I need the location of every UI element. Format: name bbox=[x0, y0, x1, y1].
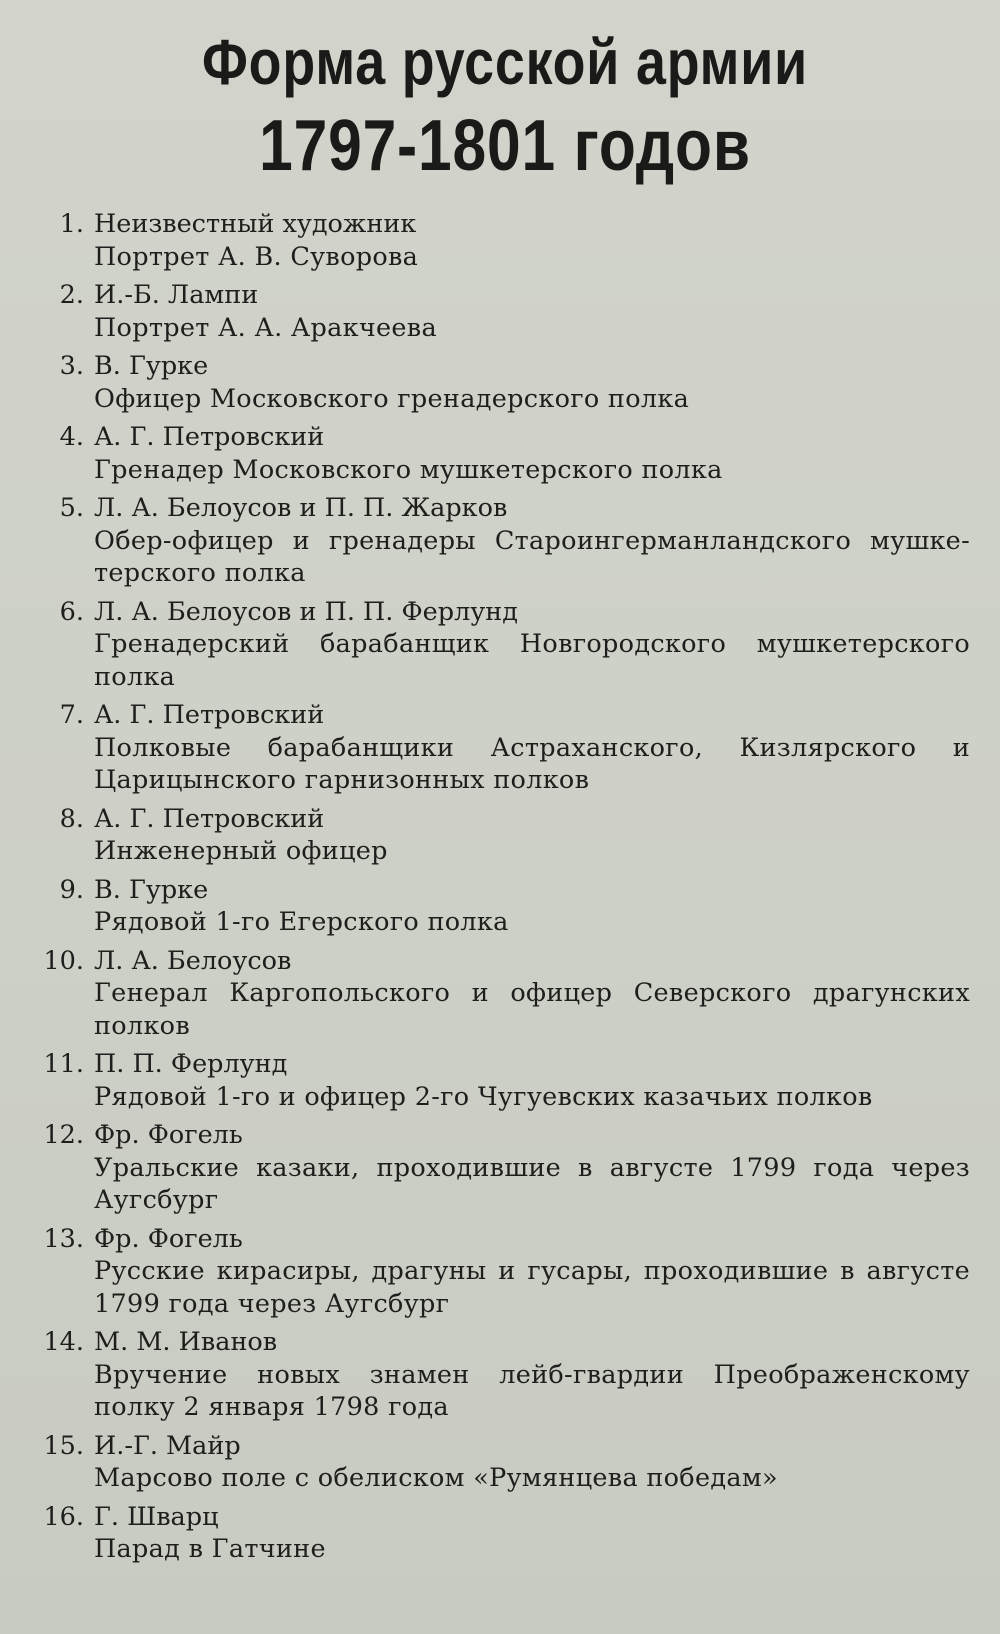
list-item bbox=[40, 350, 970, 415]
list-item bbox=[40, 1501, 970, 1566]
item-work: Обер-офицер и гренадеры Староингерманландского мушке-терского полка bbox=[94, 525, 970, 588]
item-author: А. Г. Петровский bbox=[94, 803, 325, 834]
list-item bbox=[40, 1430, 970, 1495]
item-number: 1. bbox=[59, 209, 84, 239]
item-work: Гренадер Московского мушкетерского полка bbox=[94, 454, 723, 485]
item-number: 4. bbox=[59, 422, 84, 452]
item-number: 9. bbox=[59, 874, 84, 905]
plates-list bbox=[40, 208, 970, 1566]
item-number: 15. bbox=[43, 1430, 84, 1461]
item-author: П. П. Ферлунд bbox=[94, 1049, 288, 1079]
item-number: 6. bbox=[59, 596, 84, 627]
item-author: А. Г. Петровский bbox=[94, 422, 325, 452]
item-author: Фр. Фогель bbox=[94, 1223, 243, 1254]
item-work: Генерал Каргопольского и офицер Северского драгунских полков bbox=[94, 978, 970, 1041]
list-item bbox=[40, 699, 970, 797]
item-work: Рядовой 1-го и офицер 2-го Чугуевских казачьих полков bbox=[94, 1081, 873, 1112]
item-work: Портрет А. В. Суворова bbox=[94, 241, 419, 272]
item-author: М. М. Иванов bbox=[94, 1327, 278, 1357]
item-author: Г. Шварц bbox=[94, 1501, 219, 1532]
item-author: Л. А. Белоусов и П. П. Ферлунд bbox=[94, 596, 518, 627]
title-line-1: Форма русской армии bbox=[201, 26, 809, 98]
item-number: 5. bbox=[59, 493, 84, 523]
item-author: А. Г. Петровский bbox=[94, 700, 325, 730]
item-author: Л. А. Белоусов и П. П. Жарков bbox=[94, 493, 508, 523]
item-number: 13. bbox=[43, 1223, 84, 1254]
item-number: 3. bbox=[59, 351, 84, 381]
list-item bbox=[40, 208, 970, 273]
list-item bbox=[40, 945, 970, 1043]
list-item bbox=[40, 874, 970, 939]
list-item bbox=[40, 1119, 970, 1217]
item-work: Портрет А. А. Аракчеева bbox=[94, 312, 437, 343]
item-author: Фр. Фогель bbox=[94, 1120, 243, 1150]
item-work: Русские кирасиры, драгуны и гусары, проходившие в августе 1799 года через Аугсбург bbox=[94, 1256, 970, 1319]
list-item bbox=[40, 1048, 970, 1113]
item-number: 14. bbox=[43, 1327, 84, 1357]
item-author: Неизвестный художник bbox=[94, 209, 417, 239]
item-number: 2. bbox=[59, 280, 84, 310]
item-author: В. Гурке bbox=[94, 874, 209, 905]
item-number: 7. bbox=[59, 700, 84, 730]
item-work: Гренадерский барабанщик Новгородского мушкетерского полка bbox=[94, 629, 970, 692]
title-line-2: 1797-1801 годов bbox=[259, 106, 751, 186]
list-item bbox=[40, 596, 970, 694]
item-number: 16. bbox=[43, 1501, 84, 1532]
item-number: 12. bbox=[43, 1120, 84, 1150]
item-work: Марсово поле с обелиском «Румянцева победам» bbox=[94, 1463, 778, 1493]
item-work: Вручение новых знамен лейб-гвардии Преображенскому полку 2 января 1798 года bbox=[94, 1359, 970, 1422]
page-title bbox=[40, 22, 970, 190]
item-number: 11. bbox=[43, 1049, 84, 1079]
item-author: В. Гурке bbox=[94, 351, 209, 381]
list-item bbox=[40, 803, 970, 868]
list-item bbox=[40, 1223, 970, 1321]
item-number: 8. bbox=[59, 803, 84, 834]
list-item bbox=[40, 492, 970, 590]
item-work: Офицер Московского гренадерского полка bbox=[94, 383, 690, 414]
item-work: Парад в Гатчине bbox=[94, 1534, 326, 1564]
item-author: И.-Б. Лампи bbox=[94, 280, 259, 310]
item-work: Инженерный офицер bbox=[94, 836, 388, 866]
item-author: И.-Г. Майр bbox=[94, 1430, 241, 1461]
item-number: 10. bbox=[43, 945, 84, 976]
item-work: Полковые барабанщики Астраханского, Кизлярского и Царицынского гарнизонных полков bbox=[94, 732, 970, 795]
list-item bbox=[40, 421, 970, 486]
item-author: Л. А. Белоусов bbox=[94, 945, 292, 976]
item-work: Рядовой 1-го Егерского полка bbox=[94, 907, 509, 937]
list-item bbox=[40, 1326, 970, 1424]
item-work: Уральские казаки, проходившие в августе 1799 года через Аугсбург bbox=[94, 1152, 970, 1215]
list-item bbox=[40, 279, 970, 344]
